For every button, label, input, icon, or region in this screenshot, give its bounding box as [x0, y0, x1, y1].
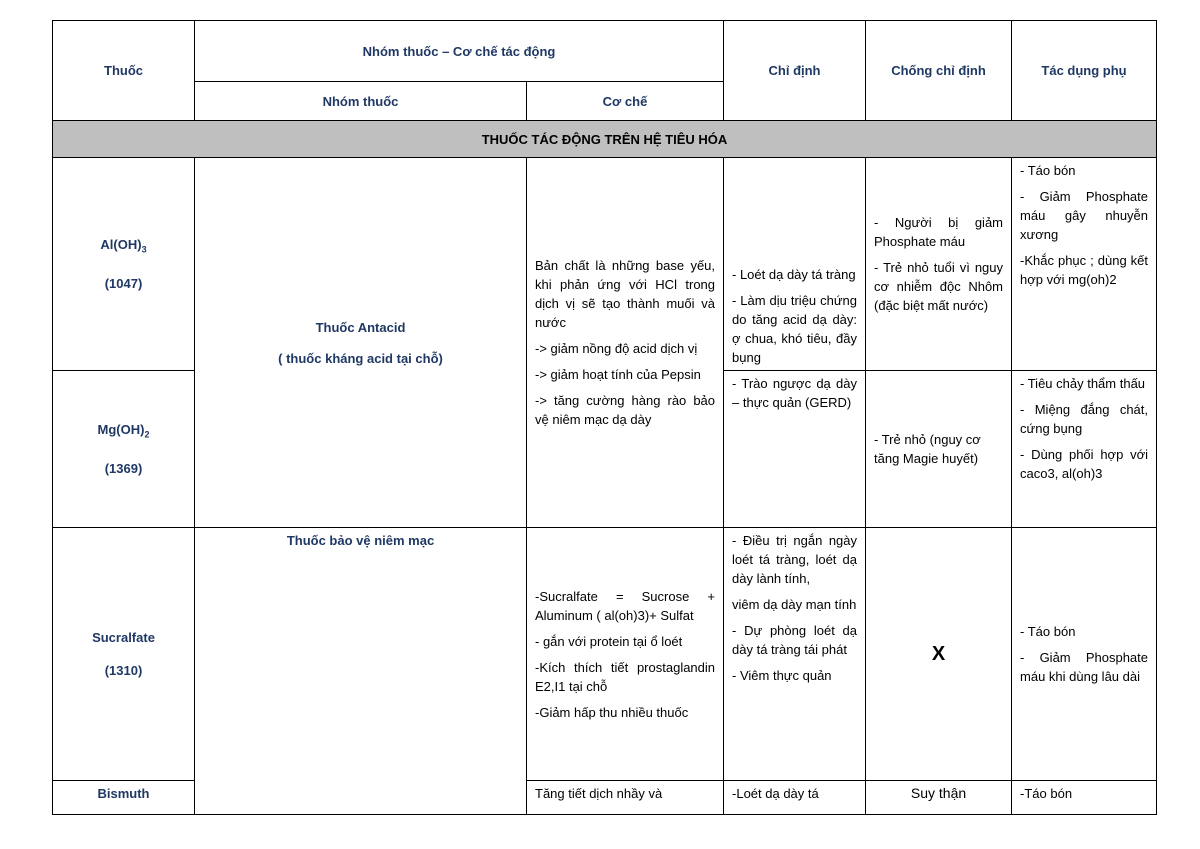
sucralfate-mechanism	[527, 528, 724, 781]
mgoh2-side-line: - Tiêu chảy thẩm thấu	[1020, 376, 1146, 391]
sucralfate-indication-line: viêm dạ dày mạn tính	[732, 597, 857, 612]
bismuth-indication: -Loét dạ dày tá	[724, 781, 866, 815]
sucralfate-mechanism-line: -Kích thích tiết prostaglandin E2,I1 tại chỗ	[535, 659, 716, 694]
bismuth-contraindication: Suy thận	[866, 781, 1012, 815]
group-antacid	[195, 158, 527, 528]
bismuth-side-effects: -Táo bón	[1012, 781, 1157, 815]
antacid-indication-line: - Loét dạ dày tá tràng	[732, 267, 856, 282]
aloh3-contraindication	[866, 158, 1012, 371]
sucralfate-mechanism-line: - gắn với protein tại ổ loét	[535, 633, 683, 649]
antacid-indication-bottom	[724, 371, 866, 528]
antacid-indication-top	[724, 158, 866, 371]
sucralfate-indication	[724, 528, 866, 781]
drug-aloh3-code: (1047)	[104, 275, 143, 291]
group-antacid-name: Thuốc Antacid	[315, 319, 406, 335]
header-side-effects: Tác dụng phụ	[1012, 21, 1157, 121]
sucralfate-indication-line: - Điều trị ngắn ngày loét tá tràng, loét dạ dày lành tính,	[732, 533, 858, 586]
group-antacid-desc: ( thuốc kháng acid tại chỗ)	[278, 350, 443, 366]
antacid-mechanism	[527, 158, 724, 528]
aloh3-side-line: - Táo bón	[1020, 163, 1076, 178]
drug-mgoh2-name: $Mg(OH)_2$	[97, 422, 150, 440]
antacid-indication-line: - Làm dịu triệu chứng do tăng acid dạ dày: ợ chua, khó tiêu, đầy bụng	[732, 293, 858, 365]
antacid-mechanism-line: -> tăng cường hàng rào bảo vệ niêm mạc dạ dày	[535, 393, 716, 427]
sucralfate-side-effects	[1012, 528, 1157, 781]
aloh3-side-line: - Giảm Phosphate máu gây nhuyễn xương	[1020, 189, 1149, 242]
drug-mgoh2-code: (1369)	[104, 460, 143, 476]
sucralfate-side-line: - Giảm Phosphate máu khi dùng lâu dài	[1020, 650, 1149, 684]
antacid-mechanism-line: -> giảm nồng độ acid dịch vị	[535, 341, 698, 356]
mgoh2-side-line: - Miệng đắng chát, cứng bụng	[1020, 402, 1149, 436]
aloh3-contra-line: - Trẻ nhỏ tuổi vì nguy cơ nhiễm độc Nhôm (đặc biệt mất nước)	[874, 260, 1004, 313]
drug-sucralfate-code: (1310)	[104, 663, 143, 678]
header-group: Nhóm thuốc	[195, 82, 527, 121]
drug-aloh3	[53, 158, 195, 371]
sucralfate-mechanism-line: -Sucralfate = Sucrose + Aluminum ( al(oh)3)+ Sulfat	[535, 588, 716, 623]
group-mucosal-name: Thuốc bảo vệ niêm mạc	[286, 533, 435, 548]
sucralfate-contraindication: X	[866, 528, 1012, 781]
drug-table	[52, 20, 1157, 815]
antacid-mechanism-line: Bản chất là những base yếu, khi phản ứng với HCl trong dịch vị sẽ tạo thành muối và nước	[535, 258, 716, 330]
mgoh2-side-effects	[1012, 371, 1157, 528]
aloh3-side-effects	[1012, 158, 1157, 371]
aloh3-contra-line: - Người bị giảm Phosphate máu	[874, 215, 1004, 249]
drug-sucralfate	[53, 528, 195, 781]
mgoh2-contraindication	[866, 371, 1012, 528]
antacid-mechanism-line: -> giảm hoạt tính của Pepsin	[535, 367, 701, 382]
header-group-mechanism: Nhóm thuốc – Cơ chế tác động	[195, 21, 724, 82]
header-contraindication: Chống chỉ định	[866, 21, 1012, 121]
drug-bismuth	[53, 781, 195, 815]
mgoh2-side-line: - Dùng phối hợp với caco3, al(oh)3	[1020, 447, 1149, 481]
aloh3-side-line: -Khắc phục ; dùng kết hợp với mg(oh)2	[1020, 253, 1149, 287]
drug-sucralfate-name: Sucralfate	[92, 630, 155, 645]
drug-bismuth-name: Bismuth	[97, 786, 150, 801]
sucralfate-indication-line: - Dự phòng loét dạ dày tá tràng tái phát	[732, 623, 858, 657]
drug-mgoh2	[53, 371, 195, 528]
sucralfate-indication-line: - Viêm thực quản	[732, 668, 832, 683]
header-indication: Chỉ định	[724, 21, 866, 121]
bismuth-mechanism: Tăng tiết dịch nhầy và	[527, 781, 724, 815]
mgoh2-contra-line: - Trẻ nhỏ (nguy cơ tăng Magie huyết)	[874, 432, 981, 466]
section-title: THUỐC TÁC ĐỘNG TRÊN HỆ TIÊU HÓA	[53, 121, 1157, 158]
group-mucosal	[195, 528, 527, 815]
header-drug: Thuốc	[53, 21, 195, 121]
sucralfate-side-line: - Táo bón	[1020, 624, 1076, 639]
antacid-indication-line: - Trào ngược dạ dày – thực quản (GERD)	[732, 376, 858, 410]
drug-aloh3-name: $Al(OH)_3$	[100, 237, 147, 255]
header-mechanism: Cơ chế	[527, 82, 724, 121]
sucralfate-mechanism-line: -Giảm hấp thu nhiều thuốc	[535, 704, 689, 720]
